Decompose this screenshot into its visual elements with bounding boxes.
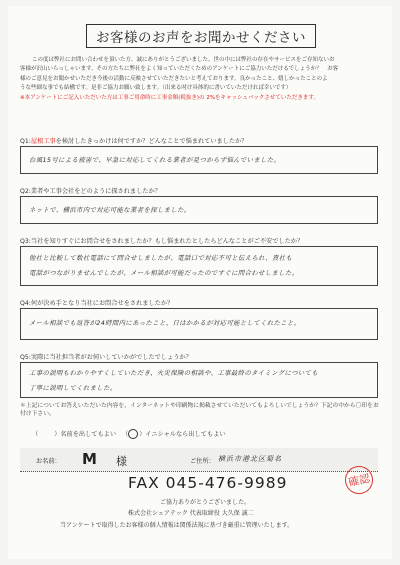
- answer-box-5: [20, 362, 378, 398]
- question-label: Q1:: [20, 138, 31, 145]
- address-label: ご住所：: [190, 458, 215, 465]
- question-label: Q5:: [20, 354, 31, 361]
- question-2: [20, 186, 161, 195]
- page-title: お客様のお声をお聞かせください: [86, 24, 316, 48]
- choice-initials[interactable]: （ ）イニシャルなら出してもよい: [122, 431, 226, 438]
- answer-text: 電話がつながりませんでしたが、メール相談が可能だったのですぐに問合わせしました。: [29, 269, 299, 277]
- answer-box-1: [20, 146, 378, 174]
- fax-number: FAX 045-476-9989: [128, 474, 288, 492]
- question-1: [20, 136, 247, 145]
- choice-label: ）名前を出してもよい: [54, 431, 117, 438]
- question-3: [20, 236, 303, 245]
- question-text: 業者や工事会社をどのように探されましたか？: [30, 188, 161, 195]
- question-4: [20, 298, 173, 307]
- answer-box-2: [20, 196, 378, 224]
- question-highlight: 屋根工事: [30, 138, 56, 145]
- company-text: 株式会社シェアテック 代表取締役 大久保 誠二: [128, 510, 254, 517]
- intro-line: 様のご意見をお聞かせいただき今後の活動に反映させていただきたいと考えております。良かったこと、嬉しかったことのよ: [20, 75, 328, 82]
- question-label: Q3:: [20, 238, 31, 245]
- answer-box-4: [20, 308, 378, 340]
- intro-line: うな些細な事でも結構です。是非ご協力お願い致します。（出来る吋け具体的に書いていただければ幸いです）: [20, 85, 292, 92]
- question-text: 何が決め手となり当社にお問合せをされましたか？: [30, 300, 174, 307]
- choice-full-name[interactable]: （ ）名前を出してもよい: [32, 431, 117, 438]
- question-text: 実際に当社担当者がお伺いしていかがでしたでしょうか？: [30, 354, 192, 361]
- thanks-text: ご協力ありがとうございました。: [160, 499, 251, 506]
- name-address-row: [20, 448, 378, 472]
- question-5: [20, 352, 192, 361]
- intro-text: [20, 56, 380, 103]
- question-text: 当社を知りすぐにお問合せをされましたか？もし悩まれたとしたらどんなことがご不安でしたか？: [30, 238, 304, 245]
- choice-label: ）イニシャルなら出してもよい: [139, 431, 226, 438]
- circle-mark-icon: [128, 429, 138, 439]
- intro-line: 客様が沢山いらっしゃいます。その方たちに弊社をよく知っていただくためのアンケートにご協力いただけるでしょうか？ お客: [20, 66, 339, 73]
- answer-text: 他社と比較して数社電話にて問合せしましたが、電話口で対応不可と伝えられ、貴社も: [29, 254, 293, 262]
- question-label: Q4:: [20, 300, 31, 307]
- intro-line: この度は弊社にお問い合わせを頂いた方、誠にありがとうございました。世の中には弊社の存在やサービスをご存知ないお: [32, 57, 335, 63]
- answer-text: メール相談でも返答が24時間内にあったこと、日はかかるが対応可能としてくれたこと。: [29, 319, 301, 327]
- name-label: お名前：: [36, 458, 61, 465]
- address-value: 横浜市港北区菊名: [218, 455, 282, 463]
- answer-text: ネットで、横浜市内で対応可能な業者を探しました。: [29, 206, 191, 214]
- name-suffix: 様: [116, 455, 127, 468]
- divider: [20, 471, 378, 472]
- question-text: を検討したきっかけは何ですか？どんなことで悩まれていましたか？: [55, 138, 248, 145]
- answer-text: 台風15号による被害で、早急に対応してくれる業者が見つからず悩んでいました。: [29, 156, 281, 164]
- question-label: Q2:: [20, 188, 31, 195]
- confirmation-stamp: 確認: [342, 463, 375, 496]
- answer-text: 工事の説明もわかりやすくしていただき、火災保険の相談や、工事最終のタイミングについても: [29, 369, 319, 377]
- permission-text: ＊上記についてお答えいただいた内容を、インターネットや印刷物に掲載させていただいてもよろしいでしょうか？下記の中から〇印をお付け下さい。: [20, 403, 379, 417]
- name-value: M: [82, 450, 98, 468]
- answer-box-3: [20, 246, 378, 286]
- answer-text: 丁寧に説明してくれました。: [29, 384, 117, 392]
- privacy-text: 当アンケートで取得したお客様の個人情報は関係法規に基づき厳重に管理いたします。: [60, 522, 294, 529]
- cashback-note: ※本アンケートにご記入いただいた方は工事ご用命時に工事金額(税抜き)の 2%をキャッシュバックさせていただきます。: [20, 94, 319, 101]
